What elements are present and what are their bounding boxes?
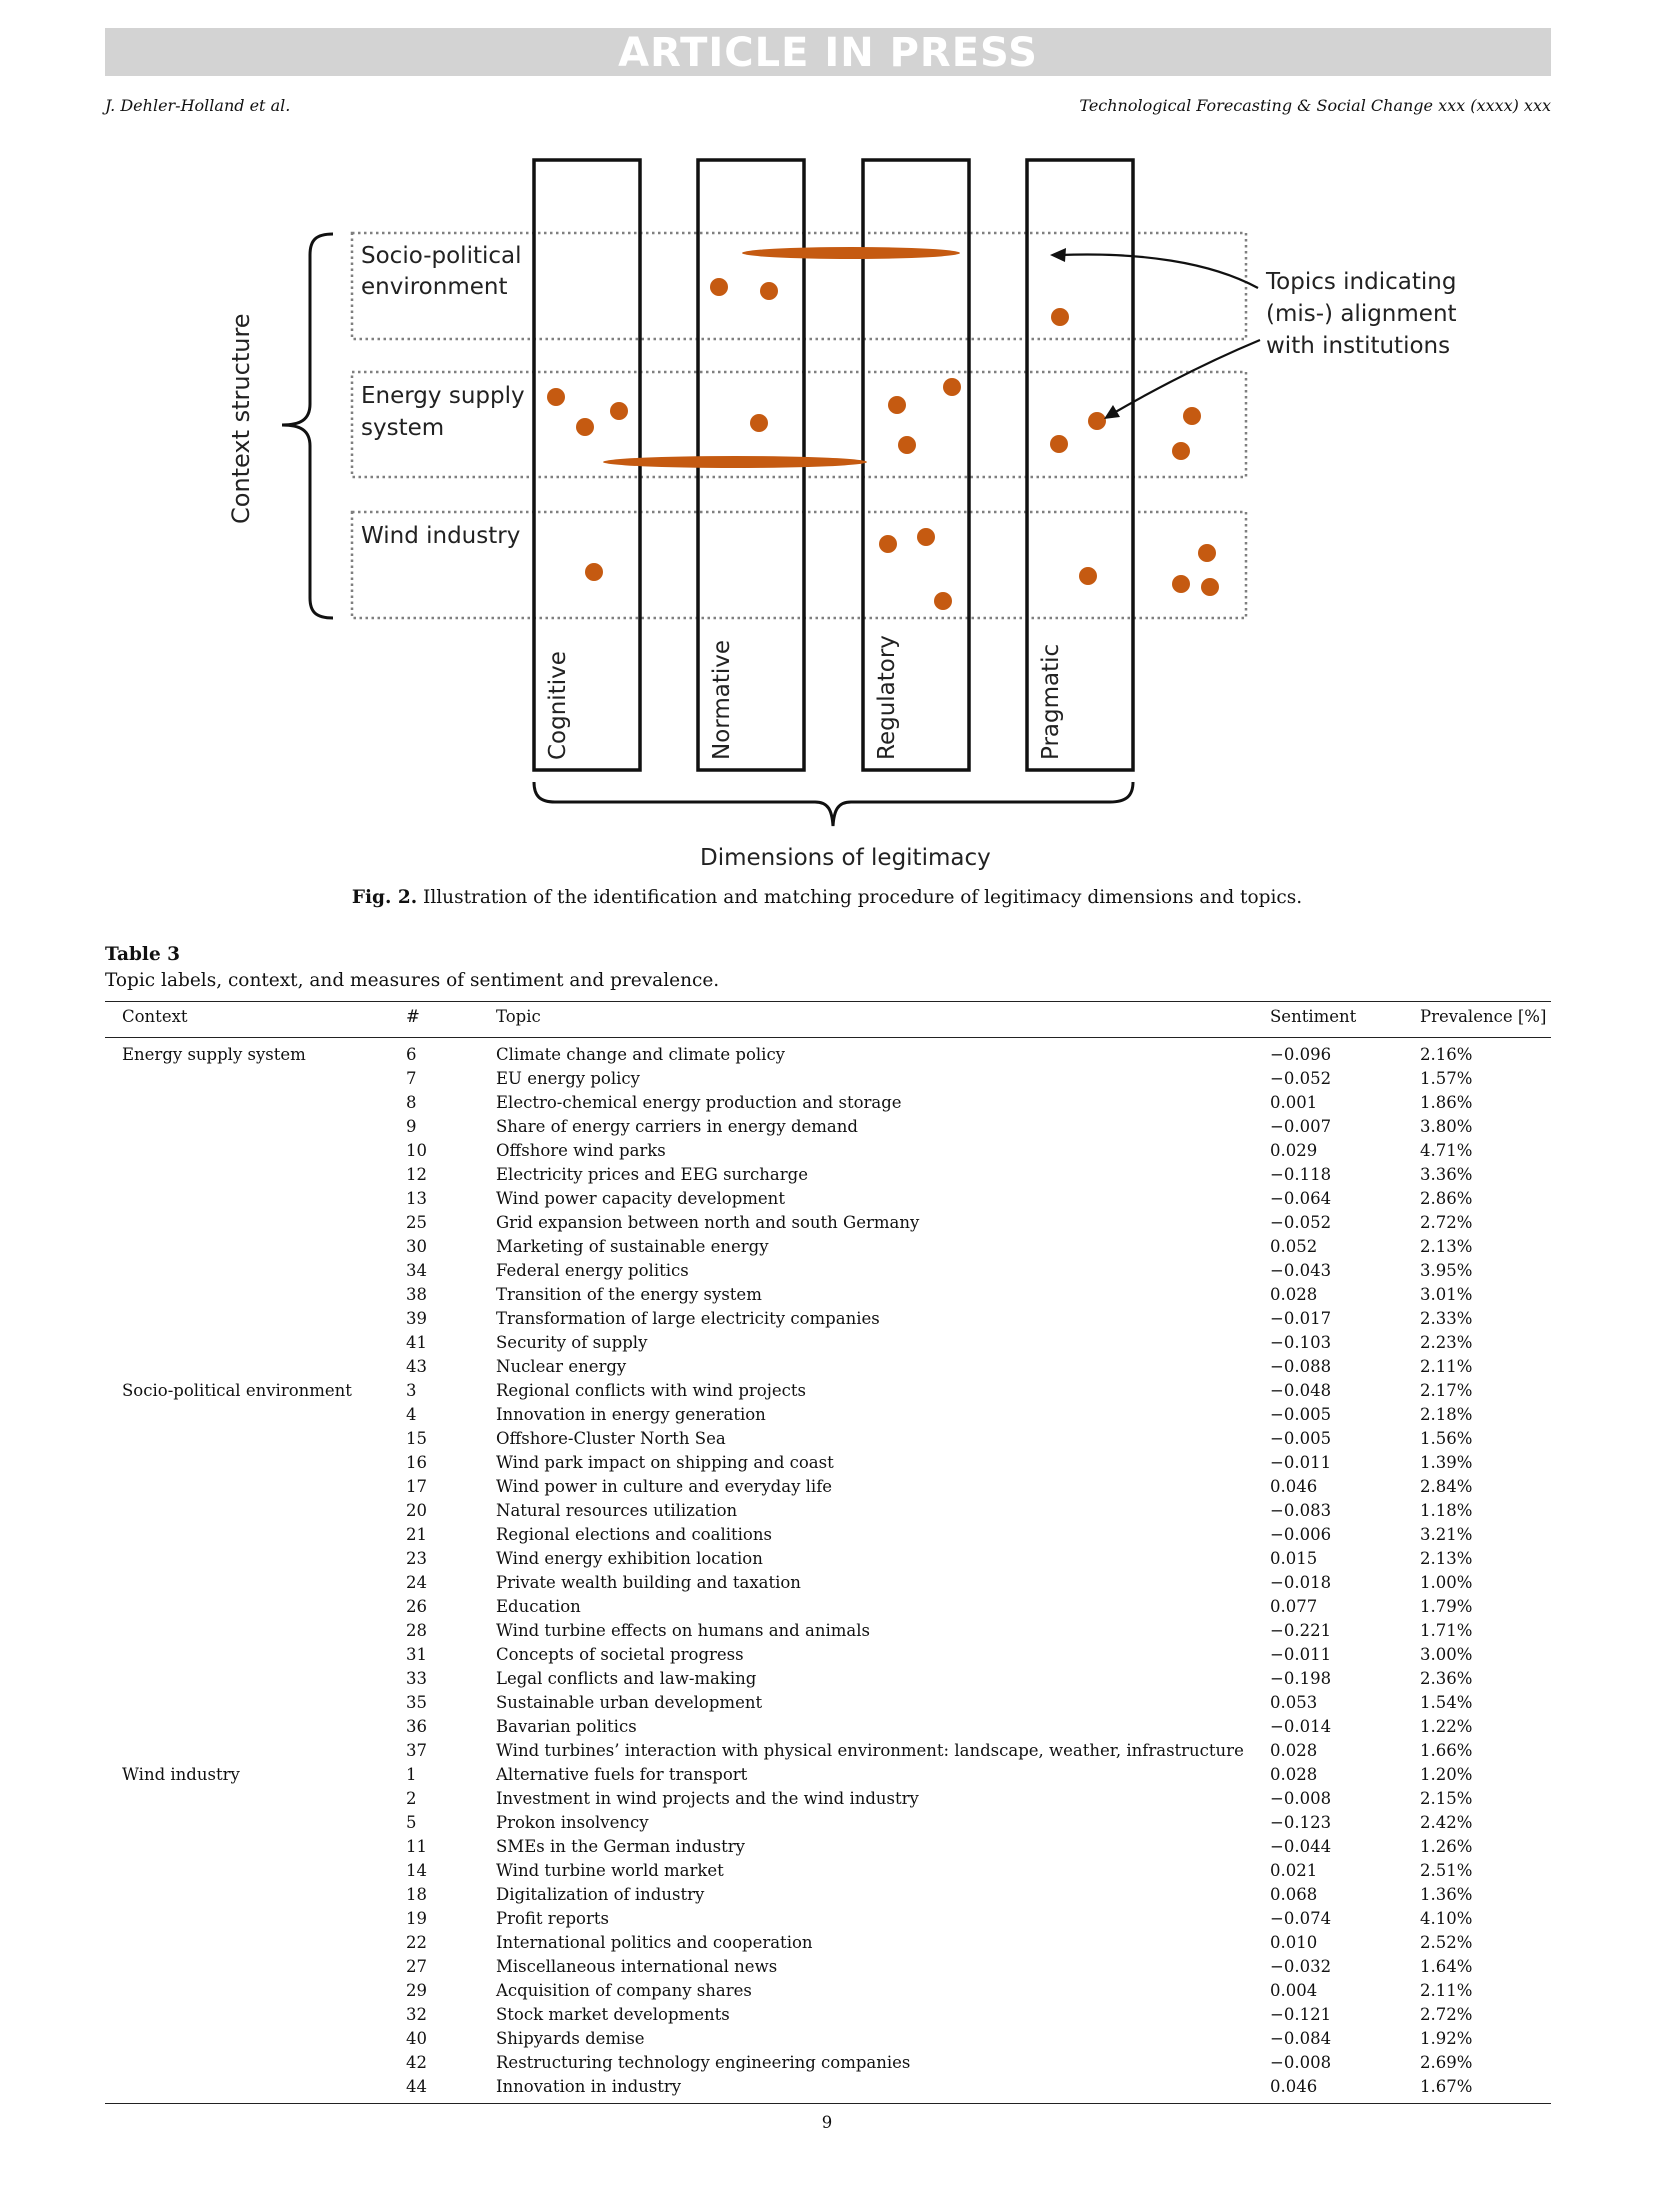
cell-topic: Wind turbine world market	[496, 1861, 724, 1880]
cell-prevalence: 1.64%	[1420, 1957, 1473, 1976]
cell-number: 4	[406, 1405, 417, 1424]
annotation-line-3: with institutions	[1266, 333, 1451, 359]
table-row	[0, 1787, 1654, 1811]
elongated-topic-energy-supply	[603, 456, 867, 468]
cell-number: 30	[406, 1237, 427, 1256]
column-label-cognitive: Cognitive	[545, 651, 571, 760]
cell-sentiment: −0.005	[1270, 1405, 1332, 1424]
cell-topic: Offshore wind parks	[496, 1141, 666, 1160]
topic-dot	[898, 436, 916, 454]
cell-topic: Stock market developments	[496, 2005, 730, 2024]
table-row	[0, 1187, 1654, 1211]
topic-dot	[917, 528, 935, 546]
cell-sentiment: 0.046	[1270, 1477, 1318, 1496]
cell-number: 19	[406, 1909, 427, 1928]
cell-topic: EU energy policy	[496, 1069, 640, 1088]
cell-number: 33	[406, 1669, 427, 1688]
running-header-authors: J. Dehler-Holland et al.	[105, 96, 291, 115]
cell-sentiment: 0.053	[1270, 1693, 1318, 1712]
cell-sentiment: −0.074	[1270, 1909, 1332, 1928]
table-row	[0, 1115, 1654, 1139]
table-row	[0, 1259, 1654, 1283]
cell-sentiment: 0.010	[1270, 1933, 1318, 1952]
table-row	[0, 1859, 1654, 1883]
cell-topic: Restructuring technology engineering companies	[496, 2053, 911, 2072]
cell-prevalence: 1.18%	[1420, 1501, 1473, 1520]
cell-sentiment: −0.084	[1270, 2029, 1332, 2048]
cell-sentiment: −0.064	[1270, 1189, 1332, 1208]
table-row	[0, 1211, 1654, 1235]
cell-prevalence: 2.52%	[1420, 1933, 1473, 1952]
cell-sentiment: −0.018	[1270, 1573, 1332, 1592]
cell-number: 5	[406, 1813, 417, 1832]
table-row	[0, 1475, 1654, 1499]
cell-topic: Wind park impact on shipping and coast	[496, 1453, 834, 1472]
topic-dot	[1201, 578, 1219, 596]
cell-topic: Wind power capacity development	[496, 1189, 785, 1208]
table-row	[0, 1955, 1654, 1979]
cell-prevalence: 2.13%	[1420, 1549, 1473, 1568]
cell-prevalence: 1.79%	[1420, 1597, 1473, 1616]
cell-topic: Offshore-Cluster North Sea	[496, 1429, 726, 1448]
cell-topic: Security of supply	[496, 1333, 648, 1352]
running-header-journal: Technological Forecasting & Social Change xxx (xxxx) xxx	[1079, 96, 1551, 115]
cell-prevalence: 3.21%	[1420, 1525, 1473, 1544]
cell-number: 31	[406, 1645, 427, 1664]
cell-prevalence: 2.42%	[1420, 1813, 1473, 1832]
cell-sentiment: 0.001	[1270, 1093, 1318, 1112]
table-row	[0, 1307, 1654, 1331]
cell-topic: Bavarian politics	[496, 1717, 637, 1736]
cell-topic: Natural resources utilization	[496, 1501, 738, 1520]
cell-prevalence: 1.56%	[1420, 1429, 1473, 1448]
cell-sentiment: −0.052	[1270, 1069, 1332, 1088]
cell-topic: Legal conflicts and law-making	[496, 1669, 757, 1688]
cell-number: 24	[406, 1573, 427, 1592]
table-row	[0, 2027, 1654, 2051]
cell-prevalence: 2.36%	[1420, 1669, 1473, 1688]
cell-topic: Wind power in culture and everyday life	[496, 1477, 833, 1496]
cell-topic: Profit reports	[496, 1909, 609, 1928]
cell-prevalence: 1.86%	[1420, 1093, 1473, 1112]
column-label-pragmatic: Pragmatic	[1038, 643, 1064, 760]
cell-prevalence: 2.17%	[1420, 1381, 1473, 1400]
cell-context: Energy supply system	[122, 1045, 306, 1064]
table-row	[0, 1667, 1654, 1691]
cell-sentiment: 0.028	[1270, 1741, 1318, 1760]
cell-topic: Concepts of societal progress	[496, 1645, 744, 1664]
cell-topic: Climate change and climate policy	[496, 1045, 786, 1064]
topic-dot	[576, 418, 594, 436]
context-structure-label: Context structure	[227, 313, 255, 524]
cell-number: 37	[406, 1741, 427, 1760]
cell-topic: SMEs in the German industry	[496, 1837, 745, 1856]
cell-sentiment: 0.029	[1270, 1141, 1318, 1160]
cell-number: 25	[406, 1213, 427, 1232]
table-row	[0, 1451, 1654, 1475]
cell-topic: Transition of the energy system	[496, 1285, 762, 1304]
cell-prevalence: 2.72%	[1420, 2005, 1473, 2024]
annotation-line-1: Topics indicating	[1266, 269, 1457, 295]
column-label-normative: Normative	[709, 640, 735, 760]
cell-sentiment: −0.017	[1270, 1309, 1332, 1328]
cell-sentiment: −0.007	[1270, 1117, 1332, 1136]
cell-prevalence: 3.00%	[1420, 1645, 1473, 1664]
cell-topic: Innovation in energy generation	[496, 1405, 766, 1424]
cell-topic: Transformation of large electricity companies	[496, 1309, 880, 1328]
cell-prevalence: 1.92%	[1420, 2029, 1473, 2048]
cell-sentiment: 0.028	[1270, 1285, 1318, 1304]
cell-prevalence: 1.54%	[1420, 1693, 1473, 1712]
table-row	[0, 1883, 1654, 1907]
column-label-regulatory: Regulatory	[874, 635, 900, 760]
cell-sentiment: −0.096	[1270, 1045, 1332, 1064]
row-label-socio-political-2: environment	[361, 274, 508, 300]
elongated-topic-socio-political	[742, 247, 960, 259]
table-row	[0, 1979, 1654, 2003]
cell-sentiment: 0.068	[1270, 1885, 1318, 1904]
cell-sentiment: 0.028	[1270, 1765, 1318, 1784]
cell-sentiment: −0.118	[1270, 1165, 1332, 1184]
cell-sentiment: −0.011	[1270, 1453, 1332, 1472]
cell-sentiment: 0.015	[1270, 1549, 1318, 1568]
cell-number: 10	[406, 1141, 427, 1160]
table-row	[0, 1595, 1654, 1619]
row-label-wind-industry: Wind industry	[361, 523, 521, 549]
cell-topic: Electricity prices and EEG surcharge	[496, 1165, 808, 1184]
cell-topic: Acquisition of company shares	[496, 1981, 752, 2000]
cell-sentiment: −0.014	[1270, 1717, 1332, 1736]
cell-number: 20	[406, 1501, 427, 1520]
cell-number: 2	[406, 1789, 417, 1808]
cell-sentiment: 0.004	[1270, 1981, 1318, 2000]
topic-dot	[934, 592, 952, 610]
cell-number: 29	[406, 1981, 427, 2000]
cell-sentiment: 0.077	[1270, 1597, 1318, 1616]
cell-prevalence: 2.72%	[1420, 1213, 1473, 1232]
cell-number: 16	[406, 1453, 427, 1472]
cell-prevalence: 2.84%	[1420, 1477, 1473, 1496]
cell-prevalence: 2.13%	[1420, 1237, 1473, 1256]
table-row	[0, 1835, 1654, 1859]
cell-number: 26	[406, 1597, 427, 1616]
cell-sentiment: 0.046	[1270, 2077, 1318, 2096]
table-row	[0, 1931, 1654, 1955]
table-row	[0, 1571, 1654, 1595]
topic-dot	[1198, 544, 1216, 562]
table-row	[0, 1091, 1654, 1115]
topic-dot	[750, 414, 768, 432]
header-context: Context	[122, 1007, 188, 1026]
topic-dot	[760, 282, 778, 300]
cell-sentiment: −0.083	[1270, 1501, 1332, 1520]
cell-topic: Investment in wind projects and the wind industry	[496, 1789, 919, 1808]
arrowhead-upper	[1050, 248, 1066, 262]
cell-number: 14	[406, 1861, 427, 1880]
header-sentiment: Sentiment	[1270, 1007, 1357, 1026]
cell-prevalence: 1.57%	[1420, 1069, 1473, 1088]
topic-dot	[1172, 575, 1190, 593]
cell-prevalence: 3.80%	[1420, 1117, 1473, 1136]
cell-prevalence: 1.66%	[1420, 1741, 1473, 1760]
cell-topic: Prokon insolvency	[496, 1813, 649, 1832]
article-in-press-banner: ARTICLE IN PRESS	[105, 28, 1551, 76]
table-row	[0, 1547, 1654, 1571]
cell-number: 3	[406, 1381, 417, 1400]
table-row	[0, 1163, 1654, 1187]
cell-sentiment: −0.052	[1270, 1213, 1332, 1232]
cell-topic: Share of energy carriers in energy demand	[496, 1117, 858, 1136]
annotation-arrow-upper	[1060, 254, 1258, 288]
cell-sentiment: 0.052	[1270, 1237, 1318, 1256]
row-label-energy-supply-1: Energy supply	[361, 383, 525, 409]
table-row	[0, 2003, 1654, 2027]
cell-number: 11	[406, 1837, 427, 1856]
cell-prevalence: 2.15%	[1420, 1789, 1473, 1808]
cell-number: 34	[406, 1261, 427, 1280]
table-subtitle: Topic labels, context, and measures of sentiment and prevalence.	[105, 970, 720, 991]
cell-topic: Education	[496, 1597, 581, 1616]
figure-caption-text: Illustration of the identification and matching procedure of legitimacy dimensions and topics.	[417, 887, 1303, 908]
table-top-rule	[105, 1001, 1551, 1002]
cell-topic: Alternative fuels for transport	[496, 1765, 748, 1784]
topic-dot	[879, 535, 897, 553]
cell-number: 44	[406, 2077, 427, 2096]
cell-number: 7	[406, 1069, 417, 1088]
page-number: 9	[821, 2113, 833, 2132]
cell-prevalence: 3.01%	[1420, 1285, 1473, 1304]
cell-sentiment: −0.008	[1270, 1789, 1332, 1808]
cell-prevalence: 1.20%	[1420, 1765, 1473, 1784]
cell-sentiment: −0.005	[1270, 1429, 1332, 1448]
cell-prevalence: 3.36%	[1420, 1165, 1473, 1184]
cell-number: 42	[406, 2053, 427, 2072]
cell-number: 12	[406, 1165, 427, 1184]
cell-prevalence: 2.18%	[1420, 1405, 1473, 1424]
cell-prevalence: 4.71%	[1420, 1141, 1473, 1160]
cell-prevalence: 2.86%	[1420, 1189, 1473, 1208]
cell-sentiment: −0.044	[1270, 1837, 1332, 1856]
cell-sentiment: −0.008	[1270, 2053, 1332, 2072]
dimensions-of-legitimacy-label: Dimensions of legitimacy	[700, 845, 991, 871]
header-topic: Topic	[496, 1007, 541, 1026]
topic-dot	[1183, 407, 1201, 425]
table-row	[0, 1379, 1654, 1403]
cell-sentiment: −0.198	[1270, 1669, 1332, 1688]
cell-number: 21	[406, 1525, 427, 1544]
table-row	[0, 1235, 1654, 1259]
cell-sentiment: −0.043	[1270, 1261, 1332, 1280]
cell-context: Socio-political environment	[122, 1381, 352, 1400]
topic-dot	[710, 278, 728, 296]
topic-dot	[888, 396, 906, 414]
table-row	[0, 1499, 1654, 1523]
cell-topic: International politics and cooperation	[496, 1933, 813, 1952]
cell-sentiment: −0.011	[1270, 1645, 1332, 1664]
cell-prevalence: 1.36%	[1420, 1885, 1473, 1904]
topic-dot	[1051, 308, 1069, 326]
cell-prevalence: 2.16%	[1420, 1045, 1473, 1064]
topic-dot	[1079, 567, 1097, 585]
cell-topic: Regional elections and coalitions	[496, 1525, 772, 1544]
table-row	[0, 1643, 1654, 1667]
cell-number: 22	[406, 1933, 427, 1952]
topic-dot	[585, 563, 603, 581]
table-body	[0, 1043, 1654, 2099]
table-row	[0, 1739, 1654, 1763]
cell-sentiment: −0.221	[1270, 1621, 1332, 1640]
legitimacy-figure	[0, 0, 1654, 880]
cell-number: 39	[406, 1309, 427, 1328]
cell-topic: Digitalization of industry	[496, 1885, 705, 1904]
table-row	[0, 1067, 1654, 1091]
cell-prevalence: 1.00%	[1420, 1573, 1473, 1592]
cell-number: 32	[406, 2005, 427, 2024]
table-row	[0, 2051, 1654, 2075]
table-row	[0, 1139, 1654, 1163]
cell-prevalence: 2.11%	[1420, 1981, 1473, 2000]
table-header-rule	[105, 1037, 1551, 1038]
cell-number: 17	[406, 1477, 427, 1496]
cell-prevalence: 2.51%	[1420, 1861, 1473, 1880]
table-row	[0, 2075, 1654, 2099]
table-row	[0, 1403, 1654, 1427]
table-row	[0, 1715, 1654, 1739]
table-row	[0, 1331, 1654, 1355]
cell-topic: Electro-chemical energy production and storage	[496, 1093, 902, 1112]
cell-topic: Grid expansion between north and south Germany	[496, 1213, 920, 1232]
cell-prevalence: 1.26%	[1420, 1837, 1473, 1856]
table-row	[0, 1427, 1654, 1451]
cell-topic: Sustainable urban development	[496, 1693, 763, 1712]
topic-dot	[1050, 435, 1068, 453]
cell-sentiment: 0.021	[1270, 1861, 1318, 1880]
cell-topic: Regional conflicts with wind projects	[496, 1381, 806, 1400]
cell-number: 36	[406, 1717, 427, 1736]
table-row	[0, 1619, 1654, 1643]
cell-number: 1	[406, 1765, 417, 1784]
header-prevalence: Prevalence [%]	[1420, 1007, 1547, 1026]
cell-prevalence: 2.23%	[1420, 1333, 1473, 1352]
figure-caption	[0, 887, 1654, 908]
table-row	[0, 1811, 1654, 1835]
figure-caption-label: Fig. 2.	[351, 887, 418, 908]
topic-dot	[547, 388, 565, 406]
cell-topic: Private wealth building and taxation	[496, 1573, 801, 1592]
cell-number: 43	[406, 1357, 427, 1376]
cell-topic: Nuclear energy	[496, 1357, 627, 1376]
table-row	[0, 1763, 1654, 1787]
topic-dot	[1172, 442, 1190, 460]
table-row	[0, 1355, 1654, 1379]
cell-topic: Marketing of sustainable energy	[496, 1237, 769, 1256]
cell-number: 38	[406, 1285, 427, 1304]
row-label-socio-political-1: Socio-political	[361, 243, 522, 269]
cell-topic: Wind turbine effects on humans and animals	[496, 1621, 870, 1640]
cell-prevalence: 1.39%	[1420, 1453, 1473, 1472]
cell-topic: Shipyards demise	[496, 2029, 645, 2048]
cell-number: 41	[406, 1333, 427, 1352]
cell-prevalence: 2.69%	[1420, 2053, 1473, 2072]
dimensions-brace	[534, 782, 1133, 826]
cell-topic: Federal energy politics	[496, 1261, 689, 1280]
cell-prevalence: 1.22%	[1420, 1717, 1473, 1736]
context-brace	[282, 234, 333, 618]
table-row	[0, 1283, 1654, 1307]
cell-number: 35	[406, 1693, 427, 1712]
cell-number: 40	[406, 2029, 427, 2048]
cell-number: 13	[406, 1189, 427, 1208]
table-title: Table 3	[105, 944, 181, 965]
header-number: #	[406, 1007, 420, 1026]
cell-prevalence: 3.95%	[1420, 1261, 1473, 1280]
table-row	[0, 1523, 1654, 1547]
cell-number: 8	[406, 1093, 417, 1112]
cell-topic: Wind energy exhibition location	[496, 1549, 763, 1568]
annotation-line-2: (mis-) alignment	[1266, 301, 1457, 327]
cell-prevalence: 2.11%	[1420, 1357, 1473, 1376]
cell-prevalence: 2.33%	[1420, 1309, 1473, 1328]
topic-dot	[610, 402, 628, 420]
cell-number: 27	[406, 1957, 427, 1976]
topic-dot	[943, 378, 961, 396]
cell-sentiment: −0.121	[1270, 2005, 1332, 2024]
cell-sentiment: −0.123	[1270, 1813, 1332, 1832]
table-row	[0, 1043, 1654, 1067]
cell-sentiment: −0.032	[1270, 1957, 1332, 1976]
cell-sentiment: −0.048	[1270, 1381, 1332, 1400]
cell-number: 28	[406, 1621, 427, 1640]
cell-sentiment: −0.103	[1270, 1333, 1332, 1352]
cell-topic: Wind turbines’ interaction with physical environment: landscape, weather, infrastructure	[496, 1741, 1244, 1760]
cell-number: 9	[406, 1117, 417, 1136]
cell-number: 6	[406, 1045, 417, 1064]
cell-context: Wind industry	[122, 1765, 240, 1784]
cell-number: 18	[406, 1885, 427, 1904]
cell-topic: Innovation in industry	[496, 2077, 682, 2096]
topic-dot	[1088, 412, 1106, 430]
cell-prevalence: 1.71%	[1420, 1621, 1473, 1640]
cell-number: 23	[406, 1549, 427, 1568]
table-row	[0, 1907, 1654, 1931]
cell-prevalence: 1.67%	[1420, 2077, 1473, 2096]
cell-number: 15	[406, 1429, 427, 1448]
table-row	[0, 1691, 1654, 1715]
cell-prevalence: 4.10%	[1420, 1909, 1473, 1928]
cell-topic: Miscellaneous international news	[496, 1957, 778, 1976]
table-bottom-rule	[105, 2103, 1551, 2104]
cell-sentiment: −0.088	[1270, 1357, 1332, 1376]
row-label-energy-supply-2: system	[361, 415, 445, 441]
cell-sentiment: −0.006	[1270, 1525, 1332, 1544]
